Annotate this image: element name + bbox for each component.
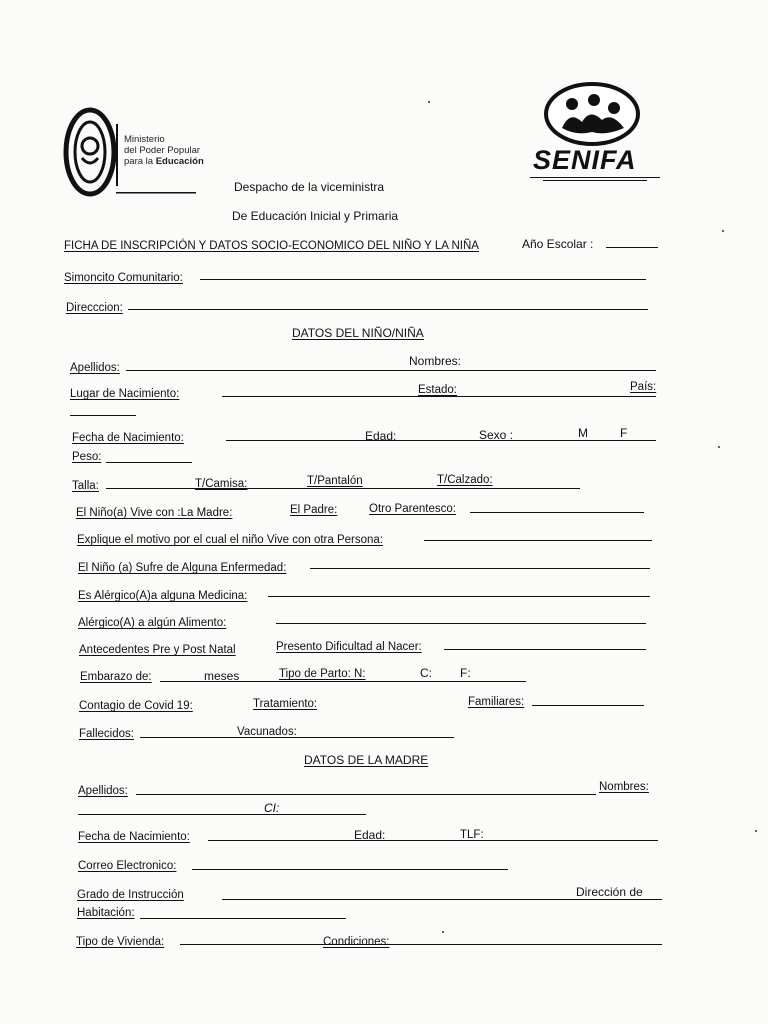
- direccion-line[interactable]: [128, 309, 648, 310]
- child-parto-f-label: F:: [460, 666, 471, 680]
- child-estado-label: Estado:: [418, 384, 457, 396]
- direccion-label: Direcccion:: [66, 302, 123, 314]
- child-nombres-label: Nombres:: [409, 354, 462, 368]
- child-talla-line[interactable]: [106, 488, 580, 489]
- mother-correo-label: Correo Electronico:: [78, 860, 177, 872]
- child-dificultad-label: Presento Dificultad al Nacer:: [276, 641, 422, 653]
- child-sexo-f[interactable]: F: [620, 426, 628, 440]
- child-tpantalon-label: T/Pantalón: [307, 475, 363, 487]
- mother-apellidos-line[interactable]: [136, 794, 596, 795]
- child-dificultad-line[interactable]: [444, 649, 646, 650]
- mother-habitacion-label: Habitación:: [77, 907, 135, 919]
- mother-edad-label: Edad:: [354, 828, 386, 842]
- child-fecha-nac-label: Fecha de Nacimiento:: [72, 432, 184, 444]
- simoncito-line[interactable]: [200, 279, 646, 280]
- mother-ci-label: CI:: [264, 801, 280, 815]
- mother-condiciones-label: Condiciones:: [323, 936, 390, 948]
- child-edad-label: Edad:: [365, 429, 397, 443]
- child-tratamiento-label: Tratamiento:: [253, 698, 318, 710]
- header-line-2: De Educación Inicial y Primaria: [232, 209, 399, 223]
- mother-correo-line[interactable]: [192, 869, 508, 870]
- mother-grado-label: Grado de Instrucción: [77, 889, 184, 901]
- child-embarazo-label: Embarazo de:: [80, 671, 152, 683]
- child-tcalzado-label: T/Calzado:: [437, 474, 493, 486]
- ministry-line-3-bold: Educación: [155, 156, 204, 167]
- mother-grado-line[interactable]: [222, 899, 662, 900]
- child-familiares-line[interactable]: [532, 705, 644, 706]
- mother-fecha-nac-line[interactable]: [208, 840, 658, 841]
- scan-speck: [718, 446, 720, 448]
- child-alergico-med-label: Es Alérgico(A)a alguna Medicina:: [78, 590, 248, 602]
- child-familiares-label: Familiares:: [468, 696, 525, 708]
- child-alergico-alim-line[interactable]: [276, 623, 646, 624]
- child-lugar-nac-label: Lugar de Nacimiento:: [70, 388, 180, 400]
- child-enfermedad-line[interactable]: [310, 568, 650, 569]
- child-lugar-nac-line[interactable]: [222, 396, 656, 397]
- child-vacunados-label: Vacunados:: [237, 726, 297, 738]
- child-apellidos-label: Apellidos:: [70, 362, 120, 374]
- mother-ci-line[interactable]: [78, 814, 366, 815]
- mother-tipo-vivienda-line[interactable]: [180, 944, 662, 945]
- child-alergico-alim-label: Alérgico(A) a algún Alimento:: [78, 617, 227, 629]
- senifa-title: SENIFA: [533, 145, 637, 175]
- child-sexo-m[interactable]: M: [578, 426, 588, 440]
- form-title: FICHA DE INSCRIPCIÓN Y DATOS SOCIO-ECONOMICO DEL NIÑO Y LA NIÑA: [64, 240, 479, 252]
- child-talla-label: Talla:: [72, 480, 99, 492]
- child-apellidos-line[interactable]: [126, 370, 656, 371]
- child-explique-label: Explique el motivo por el cual el niño Vive con otra Persona:: [77, 534, 383, 546]
- mother-direccion-de-label: Dirección de: [576, 885, 643, 899]
- mother-nombres-label: Nombres:: [599, 781, 649, 793]
- mother-tipo-vivienda-label: Tipo de Vivienda:: [76, 936, 165, 948]
- child-vive-con-label: El Niño(a) Vive con :La Madre:: [76, 507, 233, 519]
- child-fallecidos-line[interactable]: [140, 737, 454, 738]
- child-fallecidos-label: Fallecidos:: [79, 728, 134, 740]
- child-explique-line[interactable]: [424, 540, 652, 541]
- child-peso-line[interactable]: [106, 462, 192, 463]
- mother-habitacion-line[interactable]: [140, 918, 346, 919]
- child-alergico-med-line[interactable]: [268, 596, 650, 597]
- child-antecedentes-label: Antecedentes Pre y Post Natal: [79, 644, 236, 656]
- child-enfermedad-label: El Niño (a) Sufre de Alguna Enfermedad:: [78, 562, 287, 574]
- mother-fecha-nac-label: Fecha de Nacimiento:: [78, 831, 190, 843]
- senifa-subtitle-lines: [530, 176, 660, 181]
- child-meses-label: meses: [204, 669, 240, 683]
- child-covid-label: Contagio de Covid 19:: [79, 700, 193, 712]
- scan-speck: [428, 101, 430, 103]
- child-fecha-nac-line[interactable]: [226, 440, 656, 441]
- child-embarazo-line[interactable]: [160, 681, 526, 682]
- child-otro-parentesco-label: Otro Parentesco:: [369, 503, 456, 515]
- ministry-line-3-prefix: para la: [124, 156, 154, 167]
- simoncito-label: Simoncito Comunitario:: [64, 272, 183, 284]
- scan-speck: [722, 230, 724, 232]
- child-pais-label: País:: [630, 381, 657, 393]
- header-line-1: Despacho de la viceministra: [234, 180, 385, 194]
- child-sexo-label: Sexo :: [479, 428, 514, 442]
- mother-tlf-label: TLF:: [460, 829, 484, 841]
- child-padre-label: El Padre:: [290, 504, 338, 516]
- ministry-line-1: Ministerio: [124, 134, 165, 145]
- child-section-title: DATOS DEL NIÑO/NIÑA: [292, 326, 424, 340]
- child-pais-line[interactable]: [70, 415, 136, 416]
- child-peso-label: Peso:: [72, 451, 102, 463]
- scan-speck: [442, 931, 444, 933]
- scan-speck: [755, 830, 757, 832]
- child-tipo-parto-label: Tipo de Parto: N:: [279, 668, 366, 680]
- child-tcamisa-label: T/Camisa:: [195, 478, 248, 490]
- mother-apellidos-label: Apellidos:: [78, 785, 128, 797]
- school-year-line[interactable]: [606, 247, 658, 248]
- child-otro-parentesco-line[interactable]: [470, 512, 644, 513]
- ministry-line-2: del Poder Popular: [124, 145, 201, 156]
- child-parto-c-label: C:: [420, 666, 432, 680]
- ministry-logo-text: [124, 134, 204, 167]
- mother-section-title: DATOS DE LA MADRE: [304, 753, 429, 767]
- school-year-label: Año Escolar :: [522, 237, 594, 251]
